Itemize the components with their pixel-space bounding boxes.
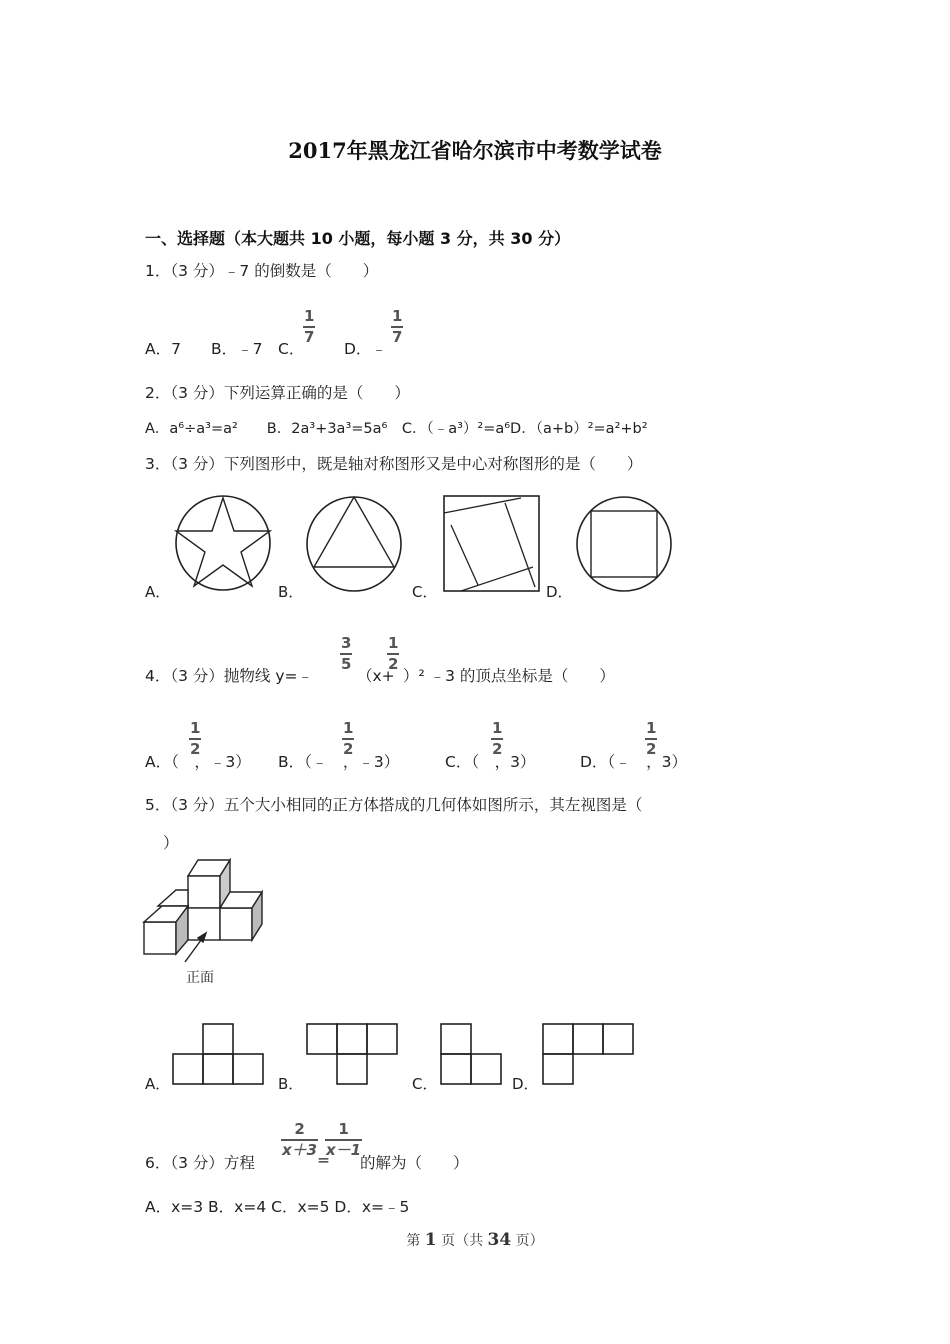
q3-figure-b-triangle-in-circle: [306, 496, 404, 594]
q4-f2-numerator: 1: [388, 634, 399, 652]
q4-d-numerator: 1: [646, 719, 657, 737]
q1-fraction-c: [303, 309, 315, 345]
q5-front-label: 正面: [186, 970, 214, 986]
q4-option-c: C．（ ，3）: [445, 753, 536, 771]
q5-label-d: D．: [512, 1075, 539, 1093]
q5-view-b: [306, 1023, 401, 1085]
question-6-stem-prefix: 6．（3 分）方程: [145, 1154, 255, 1172]
q4-option-b: B．（﹣ ，﹣3）: [278, 753, 400, 771]
q4-fraction-1-2: [387, 636, 399, 672]
q5-label-c: C．: [412, 1075, 438, 1093]
q1-option-a: A．7: [145, 340, 181, 358]
question-5-stem: 5．（3 分）五个大小相同的正方体搭成的几何体如图所示，其左视图是（: [145, 796, 643, 814]
q6-f2-numerator: 1: [338, 1120, 349, 1138]
q4-a-denominator: 2: [190, 740, 201, 758]
q6-f1-denominator: x＋3: [282, 1141, 318, 1159]
q5-label-a: A．: [145, 1075, 171, 1093]
q1-option-b: B．﹣7: [211, 340, 263, 358]
question-2-stem: 2．（3 分）下列运算正确的是（ ）: [145, 384, 410, 402]
q5-view-c: [440, 1023, 505, 1085]
footer-prefix: 第: [406, 1233, 425, 1249]
q4-c-numerator: 1: [492, 719, 503, 737]
question-4-stem-mid: （x+: [357, 667, 395, 685]
page-footer: [0, 1230, 950, 1250]
section-heading: 一、选择题（本大题共 10 小题，每小题 3 分，共 30 分）: [145, 229, 571, 248]
q1-d-denominator: 7: [392, 328, 403, 346]
q4-f1-numerator: 3: [341, 634, 352, 652]
q4-fraction-3-5: [340, 636, 352, 672]
q3-label-c: C．: [412, 583, 438, 601]
q6-fraction-left: [281, 1122, 318, 1158]
q3-figure-d-square-in-circle: [576, 496, 674, 594]
q1-d-numerator: 1: [392, 307, 403, 325]
question-1-stem: 1．（3 分）﹣7 的倒数是（ ）: [145, 262, 379, 280]
q3-label-b: B．: [278, 583, 304, 601]
q1-c-denominator: 7: [304, 328, 315, 346]
q3-figure-a-star-in-circle: [175, 495, 273, 593]
q6-f2-denominator: x－1: [326, 1141, 362, 1159]
q4-f2-denominator: 2: [388, 655, 399, 673]
q4-d-denominator: 2: [646, 740, 657, 758]
question-5-stem-end: ）: [163, 834, 179, 852]
q2-options: A．a⁶÷a³=a² B．2a³+3a³=5a⁶ C．（﹣a³）²=a⁶D．（a+b）²=a²+b²: [145, 421, 648, 437]
q1-option-c: C．: [278, 340, 305, 358]
q6-f1-numerator: 2: [294, 1120, 305, 1138]
page-title: 2017年黑龙江省哈尔滨市中考数学试卷: [288, 138, 662, 163]
q5-view-d: [542, 1023, 637, 1085]
q4-d-fraction: [645, 721, 657, 757]
footer-total-pages: 34: [487, 1230, 512, 1250]
q1-fraction-d: [391, 309, 403, 345]
question-3-stem: 3．（3 分）下列图形中，既是轴对称图形又是中心对称图形的是（ ）: [145, 455, 643, 473]
q4-a-numerator: 1: [190, 719, 201, 737]
q1-c-numerator: 1: [304, 307, 315, 325]
q6-equals: =: [317, 1151, 330, 1169]
q4-a-fraction: [189, 721, 201, 757]
footer-suffix: 页）: [511, 1233, 544, 1249]
question-4-stem-prefix: 4．（3 分）抛物线 y=﹣: [145, 667, 313, 685]
q4-b-fraction: [342, 721, 354, 757]
q4-c-denominator: 2: [492, 740, 503, 758]
q3-label-d: D．: [546, 583, 573, 601]
q4-f1-denominator: 5: [341, 655, 352, 673]
q6-fraction-right: [325, 1122, 362, 1158]
question-6-stem-suffix: 的解为（ ）: [360, 1154, 469, 1172]
q4-c-fraction: [491, 721, 503, 757]
question-4-stem-suffix: ）² ﹣3 的顶点坐标是（ ）: [403, 667, 615, 685]
q1-option-d: D．﹣: [344, 340, 387, 358]
q3-label-a: A．: [145, 583, 171, 601]
q4-option-d: D．（﹣ ，3）: [580, 753, 688, 771]
footer-page-number: 1: [424, 1230, 437, 1250]
q3-figure-c-pinwheel-square: [443, 495, 541, 593]
q4-b-denominator: 2: [343, 740, 354, 758]
q5-cube-figure: [140, 858, 270, 988]
q6-options: A．x=3 B．x=4 C．x=5 D．x=﹣5: [145, 1198, 410, 1216]
q4-option-a: A．（ ，﹣3）: [145, 753, 251, 771]
q5-label-b: B．: [278, 1075, 304, 1093]
footer-mid: 页（共: [436, 1233, 488, 1249]
q4-b-numerator: 1: [343, 719, 354, 737]
q5-view-a: [172, 1023, 267, 1085]
